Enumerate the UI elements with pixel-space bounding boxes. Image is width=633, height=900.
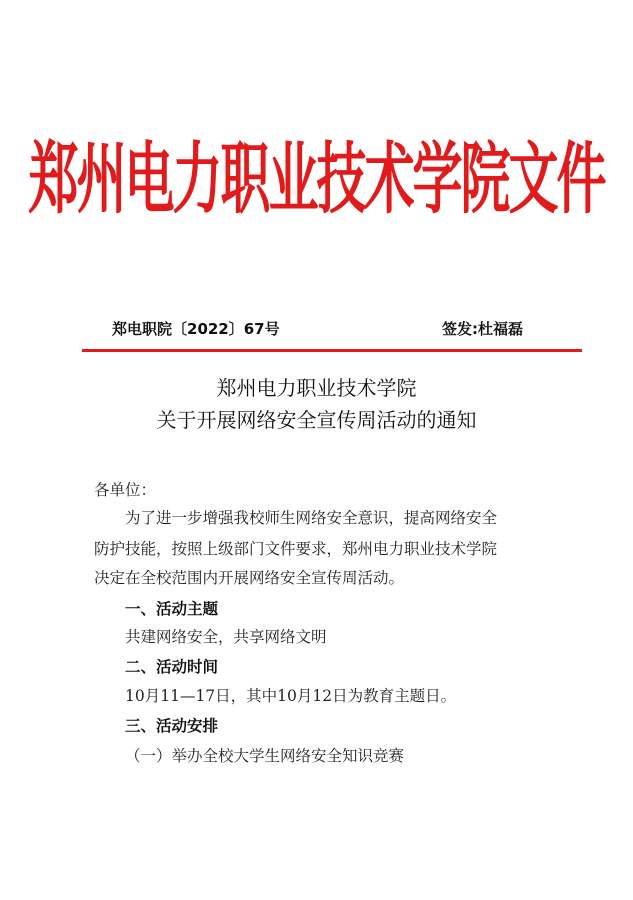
- signer-label: 签发: [442, 320, 473, 338]
- salutation: 各单位：: [94, 481, 157, 499]
- intro-paragraph-line-1: 为了进一步增强我校师生网络安全意识，提高网络安全: [125, 509, 498, 527]
- section-text-time: 10月11—17日，其中10月12日为教育主题日。: [125, 687, 457, 705]
- intro-paragraph-line-3: 决定在全校范围内开展网络安全宣传周活动。: [94, 569, 405, 587]
- section-heading-theme: 一、活动主题: [125, 600, 219, 618]
- document-number: 郑电职院〔2022〕67号: [112, 320, 280, 338]
- intro-paragraph-line-2: 防护技能，按照上级部门文件要求，郑州电力职业技术学院: [94, 540, 498, 558]
- signer-colon: :: [472, 320, 479, 338]
- masthead-title: 郑州电力职业技术学院文件: [28, 134, 605, 225]
- signer-name: 杜福磊: [478, 320, 524, 338]
- section-heading-arrangement: 三、活动安排: [125, 717, 219, 735]
- notice-title-line-1: 郑州电力职业技术学院: [216, 376, 417, 400]
- notice-title-line-2: 关于开展网络安全宣传周活动的通知: [156, 408, 477, 432]
- section-text-theme: 共建网络安全，共享网络文明: [125, 628, 327, 646]
- section-item-1: （一）举办全校大学生网络安全知识竞赛: [125, 747, 405, 765]
- signer-line: [442, 318, 523, 339]
- section-heading-time: 二、活动时间: [125, 658, 219, 676]
- red-separator-line: [82, 349, 582, 352]
